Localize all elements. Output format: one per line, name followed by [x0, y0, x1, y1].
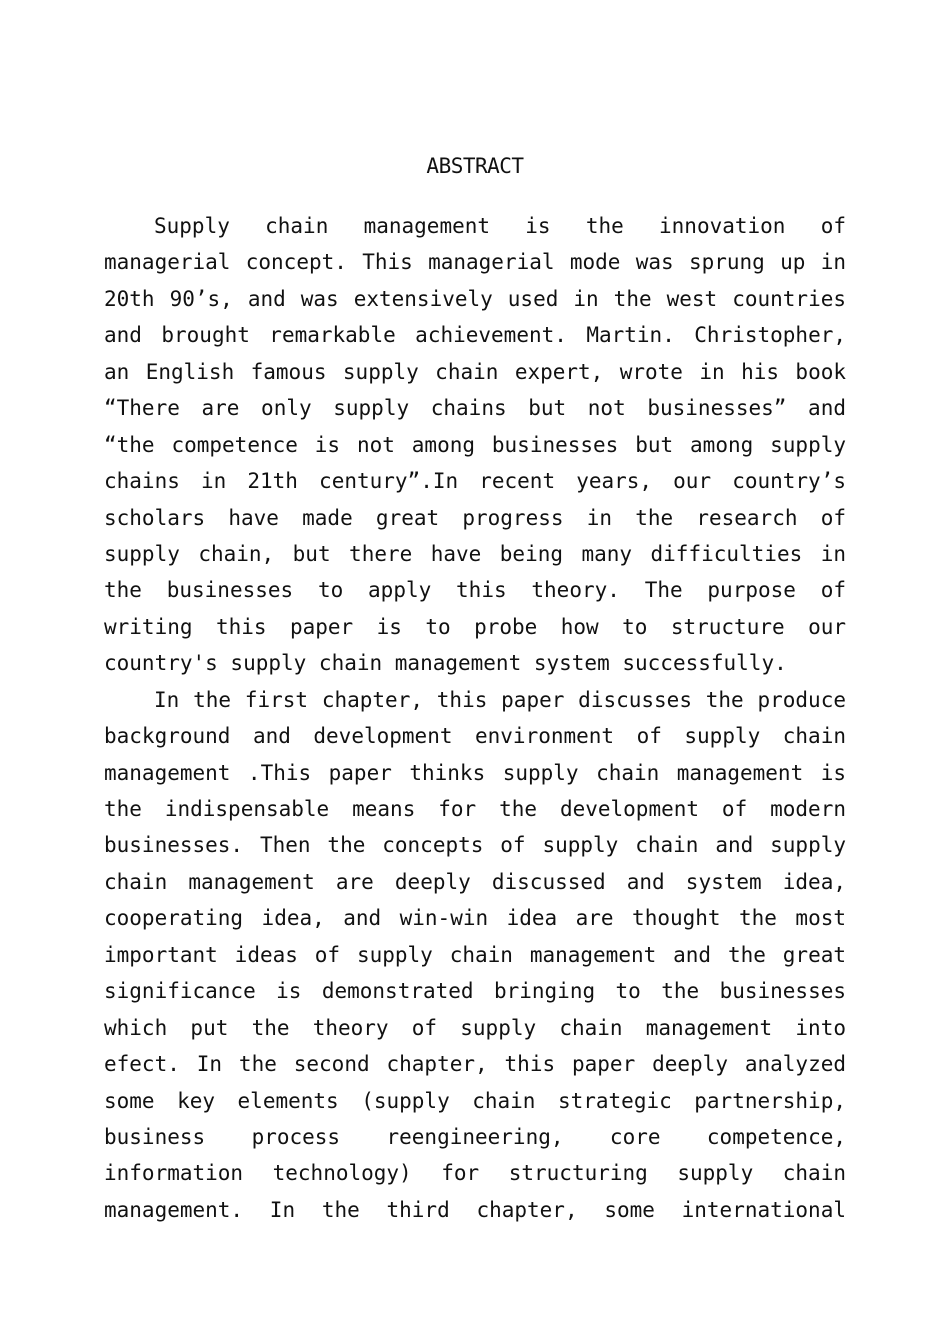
- paragraph-1-line: the businesses to apply this theory. The purpose of: [104, 578, 846, 603]
- paragraph-1-line: and brought remarkable achievement. Martin. Christopher,: [104, 323, 846, 348]
- paragraph-2-line: some key elements (supply chain strategic partnership,: [104, 1088, 846, 1113]
- paragraph-2-line: significance is demonstrated bringing to the businesses: [104, 979, 846, 1004]
- paragraph-2-line: the indispensable means for the development of modern: [104, 797, 846, 821]
- abstract-title: ABSTRACT: [426, 154, 524, 178]
- paragraph-2-line: businesses. Then the concepts of supply chain and supply: [104, 833, 846, 858]
- paragraph-2-line: In the first chapter, this paper discusses the produce: [154, 687, 846, 712]
- paragraph-2-line: business process reengineering, core competence,: [104, 1124, 846, 1149]
- paragraph-1-line: an English famous supply chain expert, wrote in his book: [104, 359, 846, 384]
- paragraph-1-line: managerial concept. This managerial mode was sprung up in: [104, 250, 846, 275]
- paragraph-2-line: management. In the third chapter, some international: [104, 1197, 846, 1222]
- paragraph-2-line: cooperating idea, and win-win idea are thought the most: [104, 906, 846, 931]
- paragraph-2-line: which put the theory of supply chain management into: [104, 1015, 846, 1040]
- paragraph-1-line: 20th 90’s, and was extensively used in the west countries: [104, 286, 846, 311]
- paragraph-2-line: information technology) for structuring supply chain: [104, 1161, 846, 1186]
- paragraph-2-line: background and development environment of supply chain: [104, 724, 846, 749]
- paragraph-2-line: efect. In the second chapter, this paper deeply analyzed: [104, 1052, 846, 1077]
- abstract-body: [104, 208, 846, 1228]
- paragraph-1-line: “the competence is not among businesses but among supply: [104, 432, 846, 457]
- paragraph-1-line: supply chain, but there have being many difficulties in: [104, 541, 846, 566]
- paragraph-2-line: chain management are deeply discussed and system idea,: [104, 869, 846, 894]
- paragraph-1-line: country's supply chain management system successfully.: [104, 651, 787, 676]
- paragraph-2-line: important ideas of supply chain management and the great: [104, 942, 846, 967]
- paragraph-2-line: management .This paper thinks supply chain management is: [104, 760, 846, 785]
- paragraph-1-line: Supply chain management is the innovation of: [154, 214, 846, 238]
- paragraph-1-line: chains in 21th century”.In recent years, our country’s: [104, 469, 846, 494]
- paragraph-1-line: scholars have made great progress in the research of: [104, 505, 846, 530]
- paragraph-1-line: “There are only supply chains but not businesses” and: [104, 396, 846, 421]
- paragraph-1-line: writing this paper is to probe how to structure our: [104, 614, 846, 639]
